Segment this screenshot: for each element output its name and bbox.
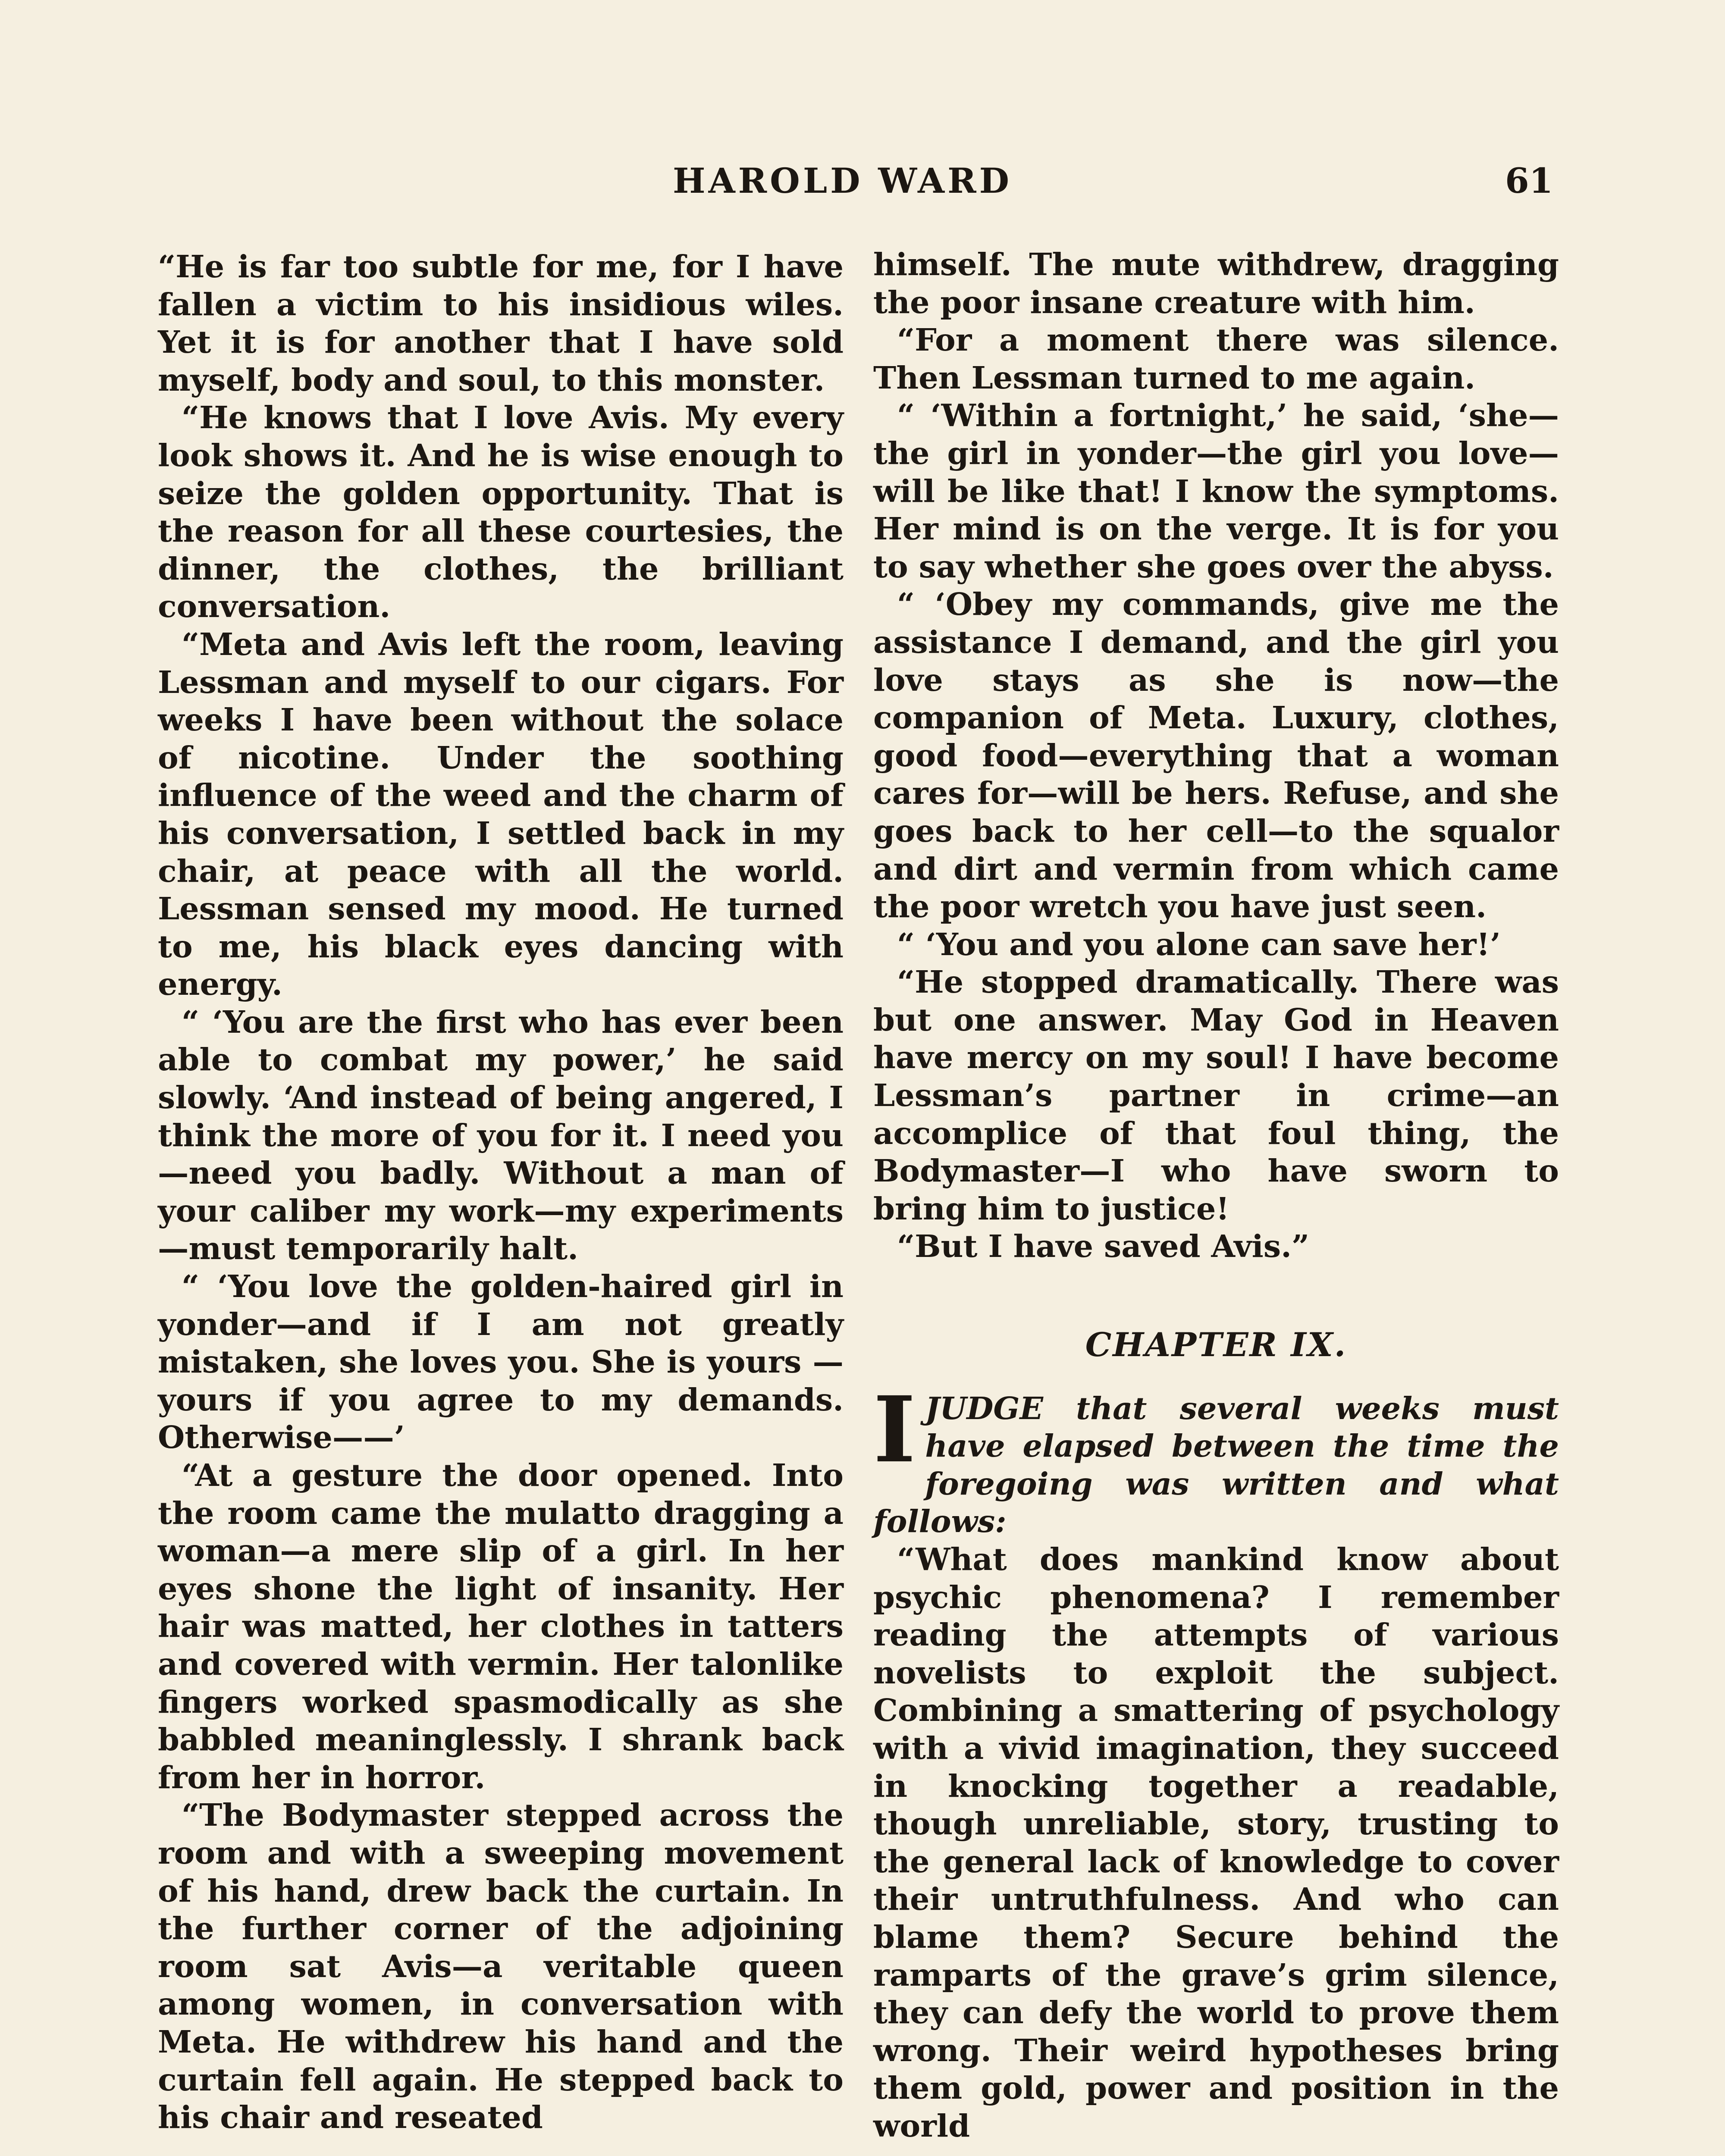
- paragraph: “ ‘You love the golden-haired girl in yonder—and if I am not greatly mistaken, she loves you. She is yours —yours if you agree to my demands. Otherwise——’: [158, 1268, 844, 1456]
- paragraph: “But I have saved Avis.”: [897, 1228, 1310, 1265]
- paragraph: himself. The mute withdrew, dragging the poor insane creature with him.: [873, 246, 1559, 320]
- paragraph: “ ‘You are the first who has ever been able to combat my power,’ he said slowly. ‘And instead of being angered, I think the more of you for it. I need you—need you badly. Without a man of your caliber my work—my experiments—must temporarily halt.: [158, 1003, 844, 1267]
- paragraph: “ ‘You and you alone can save her!’: [897, 926, 1501, 962]
- paragraph: “He is far too subtle for me, for I have fallen a victim to his insidious wiles. Yet it is for another that I have sold myself, body and soul, to this monster.: [158, 248, 844, 398]
- chapter-heading: CHAPTER IX.: [1085, 1326, 1347, 1364]
- drop-cap: I: [873, 1376, 916, 1483]
- paragraph: “What does mankind know about psychic phenomena? I remember reading the attempts of various novelists to exploit the subject. Combining a smattering of psychology with a vivid imagination, they succeed in knocking together a readable, though unreliable, story, trusting to the general lack of knowledge to cover their untruthfulness. And who can blame them? Secure behind the ramparts of the grave’s grim silence, they can defy the world to prove them wrong. Their weird hypotheses bring them gold, power and position in the world: [873, 1541, 1559, 2144]
- paragraph: “He stopped dramatically. There was but one answer. May God in Heaven have mercy on my soul! I have become Lessman’s partner in crime—an accomplice of that foul thing, the Bodymaster—I who have sworn to bring him to justice!: [873, 964, 1559, 1227]
- paragraph: “For a moment there was silence. Then Lessman turned to me again.: [873, 322, 1559, 396]
- chapter-intro-text: JUDGE that several weeks must have elapsed between the time the foregoing was written and what follows:: [873, 1390, 1559, 1540]
- page-number: 61: [1505, 160, 1553, 201]
- paragraph: “Meta and Avis left the room, leaving Lessman and myself to our cigars. For weeks I have been without the solace of nicotine. Under the soothing influence of the weed and the charm of his conversation, I settled back in my chair, at peace with all the world. Lessman sensed my mood. He turned to me, his black eyes dancing with energy.: [158, 626, 844, 1003]
- paragraph: “ ‘Within a fortnight,’ he said, ‘she—the girl in yonder—the girl you love—will be like that! I know the symptoms. Her mind is on the verge. It is for you to say whether she goes over the abyss.: [873, 397, 1559, 585]
- running-title: HAROLD WARD: [673, 160, 1012, 201]
- paragraph: “ ‘Obey my commands, give me the assistance I demand, and the girl you love stays as she is now—the companion of Meta. Luxury, clothes, good food—everything that a woman cares for—will be hers. Refuse, and she goes back to her cell—to the squalor and dirt and vermin from which came the poor wretch you have just seen.: [873, 586, 1559, 925]
- right-column: [873, 246, 1559, 2145]
- paragraph: “The Bodymaster stepped across the room and with a sweeping movement of his hand, drew back the curtain. In the further corner of the adjoining room sat Avis—a veritable queen among women, in conversation with Meta. He withdrew his hand and the curtain fell again. He stepped back to his chair and reseated: [158, 1797, 844, 2136]
- paragraph: “He knows that I love Avis. My every look shows it. And he is wise enough to seize the golden opportunity. That is the reason for all these courtesies, the dinner, the clothes, the brilliant conversation.: [158, 399, 844, 625]
- paragraph: “At a gesture the door opened. Into the room came the mulatto dragging a woman—a mere slip of a girl. In her eyes shone the light of insanity. Her hair was matted, her clothes in tatters and covered with vermin. Her talonlike fingers worked spasmodically as she babbled meaninglessly. I shrank back from her in horror.: [158, 1457, 844, 1796]
- chapter-intro: [873, 1376, 1559, 1541]
- left-column: [158, 248, 844, 2137]
